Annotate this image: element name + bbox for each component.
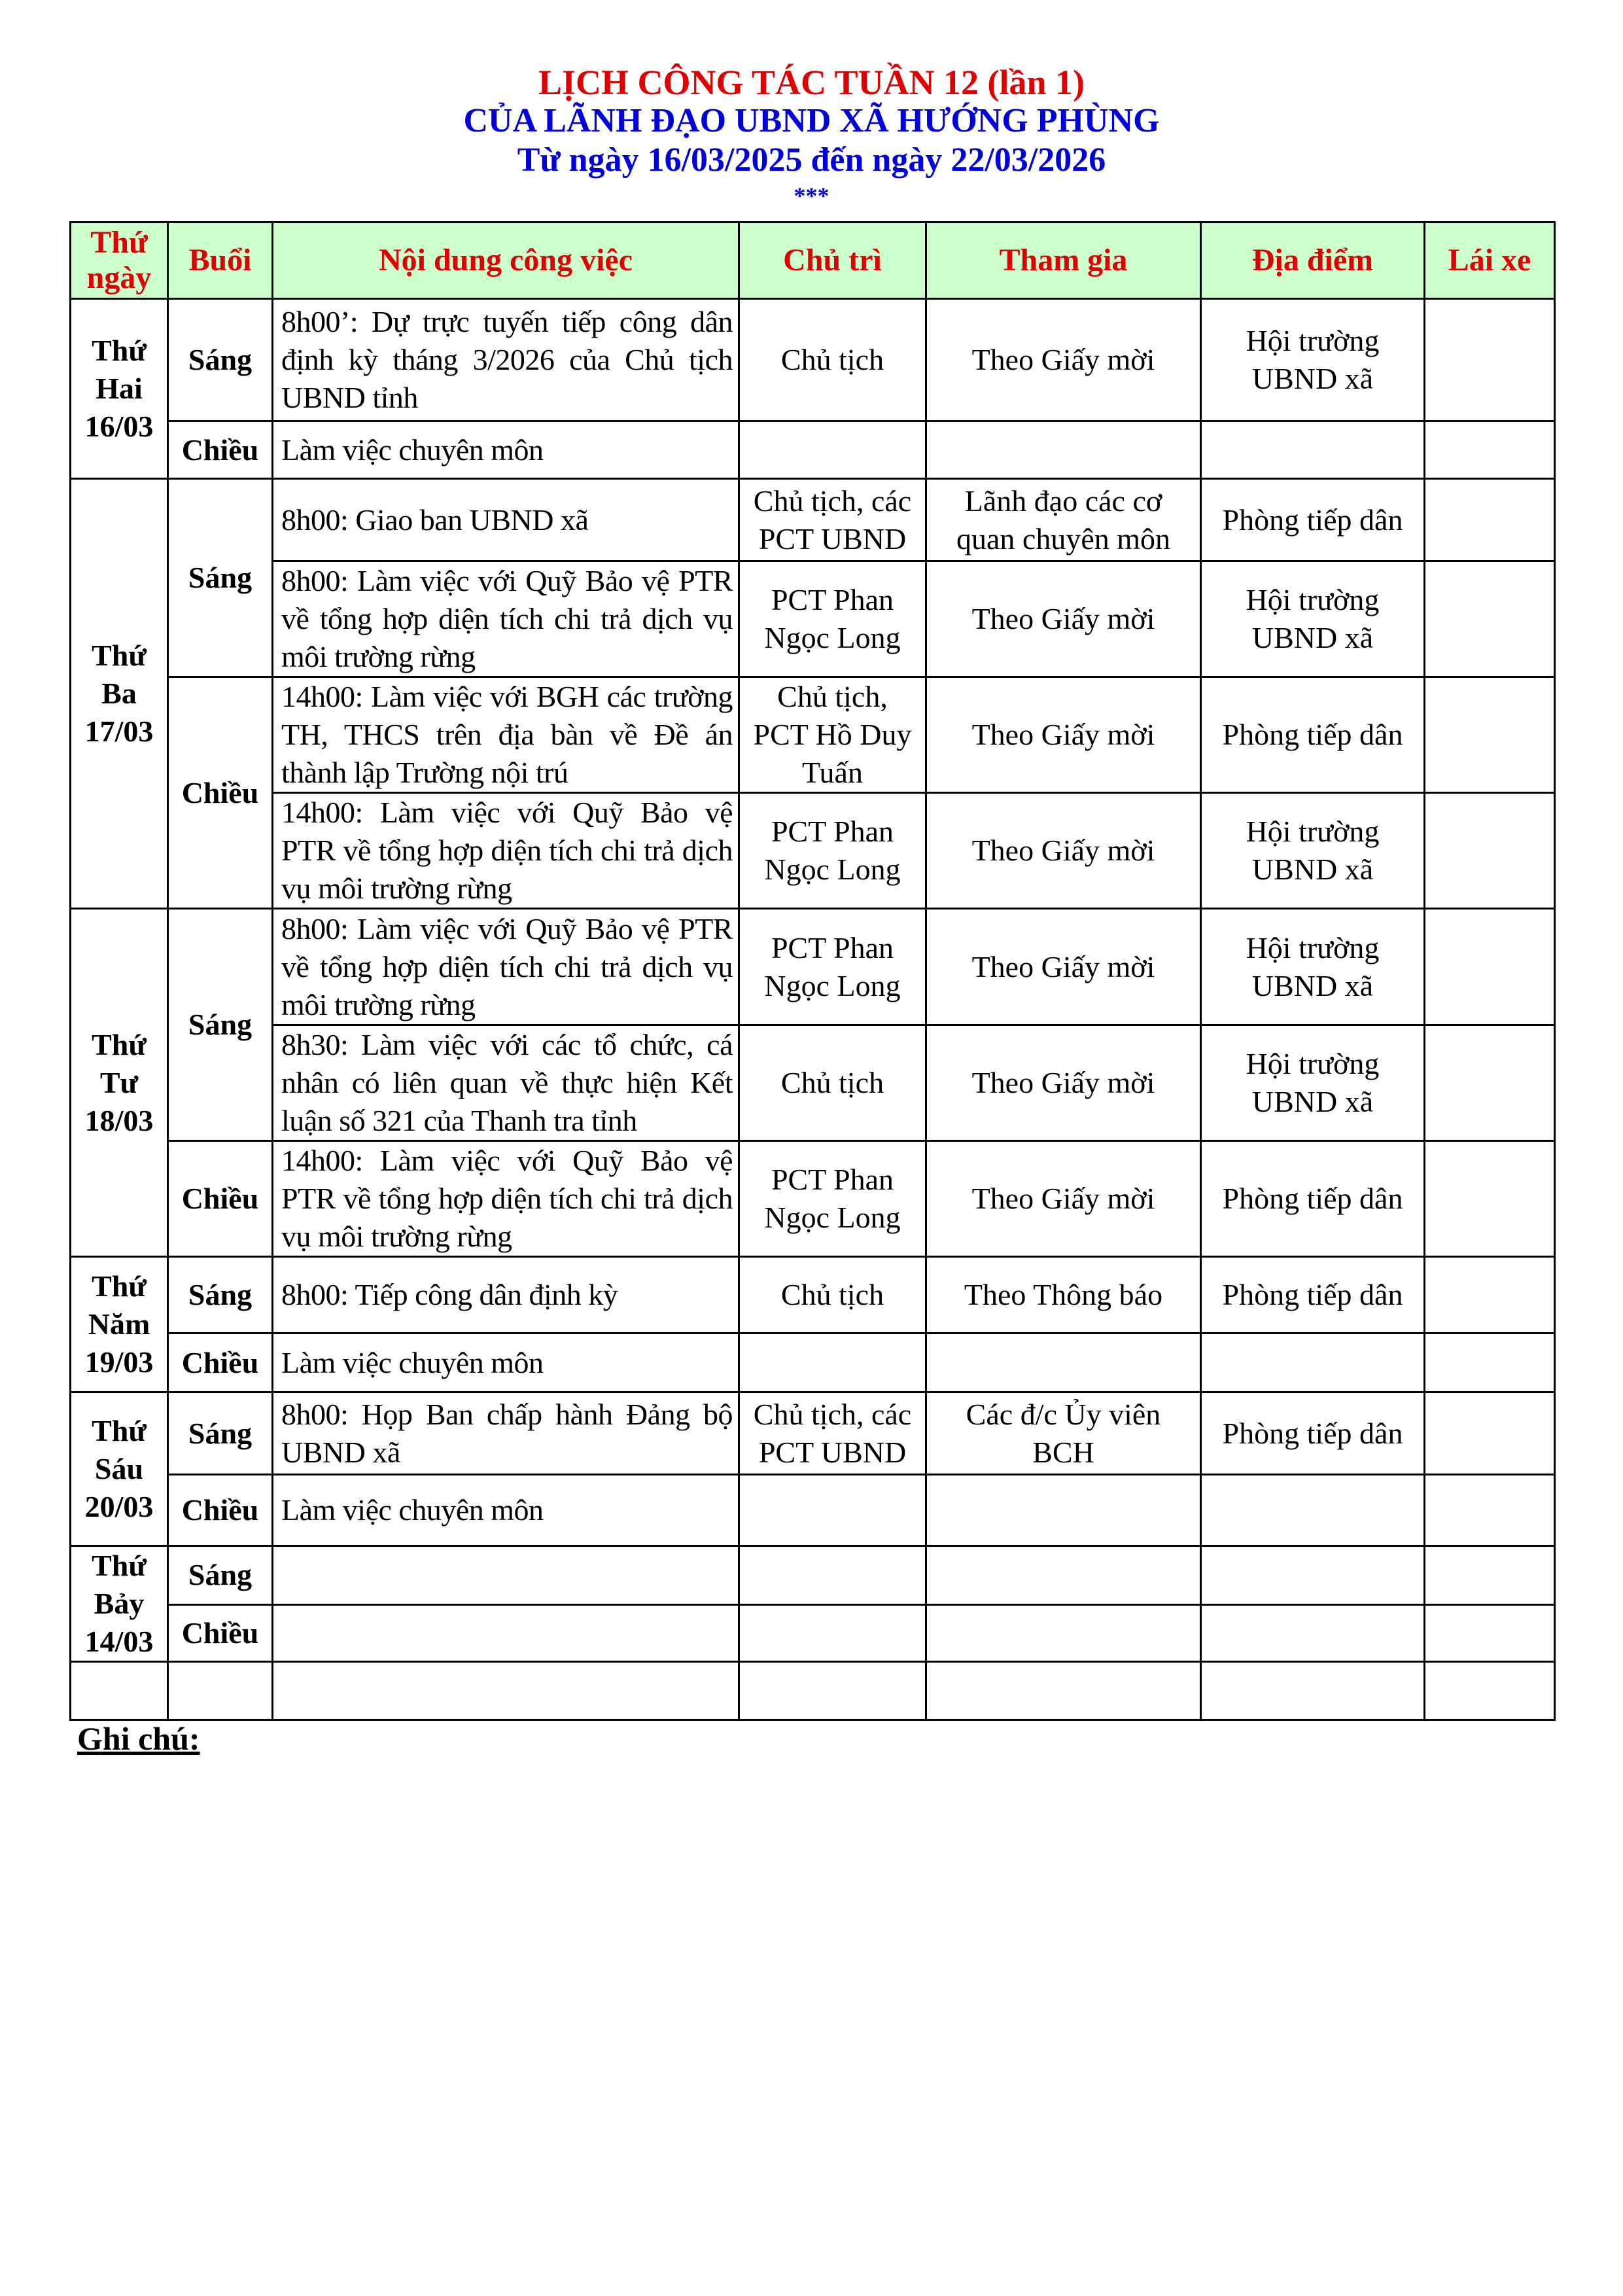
session-cell: Chiều — [168, 1333, 273, 1392]
chair-cell: PCT Phan Ngọc Long — [739, 909, 926, 1025]
location-cell: Hội trường UBND xã — [1201, 909, 1425, 1025]
location-cell — [1201, 421, 1425, 479]
table-row — [71, 677, 1555, 793]
day-cell — [71, 299, 168, 479]
participants-cell — [926, 1604, 1201, 1662]
content-cell: Làm việc chuyên môn — [273, 1333, 739, 1392]
table-row — [71, 793, 1555, 909]
session-cell: Chiều — [168, 677, 273, 909]
chair-cell: Chủ tịch — [739, 299, 926, 421]
driver-cell — [1425, 1475, 1555, 1546]
session-cell: Sáng — [168, 909, 273, 1141]
location-cell: Phòng tiếp dân — [1201, 1141, 1425, 1257]
day-cell — [71, 1257, 168, 1392]
location-cell: Phòng tiếp dân — [1201, 677, 1425, 793]
chair-cell: Chủ tịch, các PCT UBND — [739, 1392, 926, 1475]
schedule-title: LỊCH CÔNG TÁC TUẦN 12 (lần 1) — [538, 63, 1085, 102]
participants-cell: Lãnh đạo các cơ quan chuyên môn — [926, 479, 1201, 561]
participants-cell: Theo Giấy mời — [926, 677, 1201, 793]
content-cell: 14h00: Làm việc với Quỹ Bảo vệ PTR về tổng hợp diện tích chi trả dịch vụ môi trường rừng — [273, 793, 739, 909]
location-cell: Hội trường UBND xã — [1201, 299, 1425, 421]
day-cell — [71, 1546, 168, 1662]
content-cell — [273, 1546, 739, 1605]
participants-cell — [926, 1546, 1201, 1605]
chair-cell: Chủ tịch — [739, 1025, 926, 1141]
session-cell: Chiều — [168, 1141, 273, 1257]
content-cell: 8h00: Làm việc với Quỹ Bảo vệ PTR về tổng hợp diện tích chi trả dịch vụ môi trường rừng — [273, 909, 739, 1025]
table-row — [71, 1141, 1555, 1257]
header-row — [71, 222, 1555, 299]
table-row — [71, 299, 1555, 421]
note-label: Ghi chú: — [77, 1720, 200, 1757]
participants-cell — [926, 1475, 1201, 1546]
day-name: Thứ Bảy — [92, 1549, 147, 1620]
day-cell — [71, 909, 168, 1257]
location-cell: Phòng tiếp dân — [1201, 1392, 1425, 1475]
session-cell — [168, 1662, 273, 1720]
table-row — [71, 1025, 1555, 1141]
location-cell: Phòng tiếp dân — [1201, 1257, 1425, 1333]
col-header-session: Buổi — [168, 222, 273, 299]
driver-cell — [1425, 1257, 1555, 1333]
session-cell: Sáng — [168, 1546, 273, 1605]
content-cell — [273, 1662, 739, 1720]
col-header-location: Địa điểm — [1201, 222, 1425, 299]
content-cell: Làm việc chuyên môn — [273, 421, 739, 479]
col-header-day: Thứ ngày — [71, 222, 168, 299]
day-cell — [71, 1662, 168, 1720]
driver-cell — [1425, 1604, 1555, 1662]
table-row — [71, 1257, 1555, 1333]
table-row — [71, 1475, 1555, 1546]
content-cell — [273, 1604, 739, 1662]
participants-cell — [926, 1333, 1201, 1392]
session-cell: Chiều — [168, 1475, 273, 1546]
location-cell — [1201, 1333, 1425, 1392]
chair-cell: PCT Phan Ngọc Long — [739, 793, 926, 909]
chair-cell: PCT Phan Ngọc Long — [739, 1141, 926, 1257]
chair-cell: Chủ tịch, các PCT UBND — [739, 479, 926, 561]
day-date: 18/03 — [84, 1103, 154, 1137]
table-row — [71, 909, 1555, 1025]
driver-cell — [1425, 1546, 1555, 1605]
chair-cell: Chủ tịch, PCT Hồ Duy Tuấn — [739, 677, 926, 793]
table-row — [71, 1546, 1555, 1605]
chair-cell — [739, 421, 926, 479]
participants-cell: Các đ/c Ủy viên BCH — [926, 1392, 1201, 1475]
driver-cell — [1425, 677, 1555, 793]
day-date: 14/03 — [84, 1625, 154, 1658]
location-cell — [1201, 1475, 1425, 1546]
table-row — [71, 421, 1555, 479]
table-row — [71, 1662, 1555, 1720]
session-cell: Sáng — [168, 299, 273, 421]
participants-cell — [926, 1662, 1201, 1720]
col-header-content: Nội dung công việc — [273, 222, 739, 299]
content-cell: 8h00’: Dự trực tuyến tiếp công dân định kỳ tháng 3/2026 của Chủ tịch UBND tỉnh — [273, 299, 739, 421]
driver-cell — [1425, 421, 1555, 479]
day-date: 16/03 — [84, 410, 154, 443]
date-range: Từ ngày 16/03/2025 đến ngày 22/03/2026 — [517, 141, 1106, 179]
location-cell: Phòng tiếp dân — [1201, 479, 1425, 561]
driver-cell — [1425, 1141, 1555, 1257]
participants-cell: Theo Giấy mời — [926, 1025, 1201, 1141]
schedule-subtitle: CỦA LÃNH ĐẠO UBND XÃ HƯỚNG PHÙNG — [463, 102, 1160, 139]
day-name: Thứ Tư — [92, 1027, 147, 1099]
day-cell — [71, 1392, 168, 1546]
chair-cell — [739, 1604, 926, 1662]
day-name: Thứ Ba — [92, 639, 147, 710]
driver-cell — [1425, 793, 1555, 909]
content-cell: 8h00: Họp Ban chấp hành Đảng bộ UBND xã — [273, 1392, 739, 1475]
col-header-chair: Chủ trì — [739, 222, 926, 299]
participants-cell: Theo Giấy mời — [926, 561, 1201, 677]
session-cell: Sáng — [168, 479, 273, 677]
content-cell: Làm việc chuyên môn — [273, 1475, 739, 1546]
session-cell: Chiều — [168, 1604, 273, 1662]
driver-cell — [1425, 1392, 1555, 1475]
separator: *** — [794, 183, 829, 209]
participants-cell: Theo Giấy mời — [926, 1141, 1201, 1257]
location-cell — [1201, 1546, 1425, 1605]
location-cell: Hội trường UBND xã — [1201, 793, 1425, 909]
chair-cell — [739, 1546, 926, 1605]
session-cell: Sáng — [168, 1392, 273, 1475]
location-cell: Hội trường UBND xã — [1201, 1025, 1425, 1141]
schedule-table — [69, 221, 1556, 1721]
content-cell: 8h00: Tiếp công dân định kỳ — [273, 1257, 739, 1333]
driver-cell — [1425, 299, 1555, 421]
chair-cell — [739, 1662, 926, 1720]
content-cell: 8h00: Giao ban UBND xã — [273, 479, 739, 561]
chair-cell: Chủ tịch — [739, 1257, 926, 1333]
day-date: 20/03 — [84, 1490, 154, 1523]
driver-cell — [1425, 1662, 1555, 1720]
day-name: Thứ Sáu — [92, 1414, 147, 1485]
location-cell — [1201, 1662, 1425, 1720]
participants-cell: Theo Thông báo — [926, 1257, 1201, 1333]
driver-cell — [1425, 479, 1555, 561]
col-header-driver: Lái xe — [1425, 222, 1555, 299]
day-name: Thứ Hai — [92, 334, 147, 405]
driver-cell — [1425, 1333, 1555, 1392]
driver-cell — [1425, 1025, 1555, 1141]
driver-cell — [1425, 561, 1555, 677]
chair-cell — [739, 1333, 926, 1392]
participants-cell: Theo Giấy mời — [926, 909, 1201, 1025]
table-row — [71, 1604, 1555, 1662]
session-cell: Sáng — [168, 1257, 273, 1333]
participants-cell: Theo Giấy mời — [926, 793, 1201, 909]
content-cell: 14h00: Làm việc với Quỹ Bảo vệ PTR về tổng hợp diện tích chi trả dịch vụ môi trường rừng — [273, 1141, 739, 1257]
table-row — [71, 1333, 1555, 1392]
content-cell: 8h30: Làm việc với các tổ chức, cá nhân có liên quan về thực hiện Kết luận số 321 của Thanh tra tỉnh — [273, 1025, 739, 1141]
chair-cell — [739, 1475, 926, 1546]
location-cell — [1201, 1604, 1425, 1662]
day-name: Thứ Năm — [88, 1269, 150, 1341]
day-date: 19/03 — [84, 1345, 154, 1379]
day-cell — [71, 479, 168, 909]
content-cell: 14h00: Làm việc với BGH các trường TH, THCS trên địa bàn về Đề án thành lập Trường nội trú — [273, 677, 739, 793]
location-cell: Hội trường UBND xã — [1201, 561, 1425, 677]
table-row — [71, 1392, 1555, 1475]
table-row — [71, 561, 1555, 677]
participants-cell: Theo Giấy mời — [926, 299, 1201, 421]
day-date: 17/03 — [84, 715, 154, 748]
chair-cell: PCT Phan Ngọc Long — [739, 561, 926, 677]
col-header-participants: Tham gia — [926, 222, 1201, 299]
session-cell: Chiều — [168, 421, 273, 479]
table-row — [71, 479, 1555, 561]
driver-cell — [1425, 909, 1555, 1025]
content-cell: 8h00: Làm việc với Quỹ Bảo vệ PTR về tổng hợp diện tích chi trả dịch vụ môi trường rừng — [273, 561, 739, 677]
participants-cell — [926, 421, 1201, 479]
